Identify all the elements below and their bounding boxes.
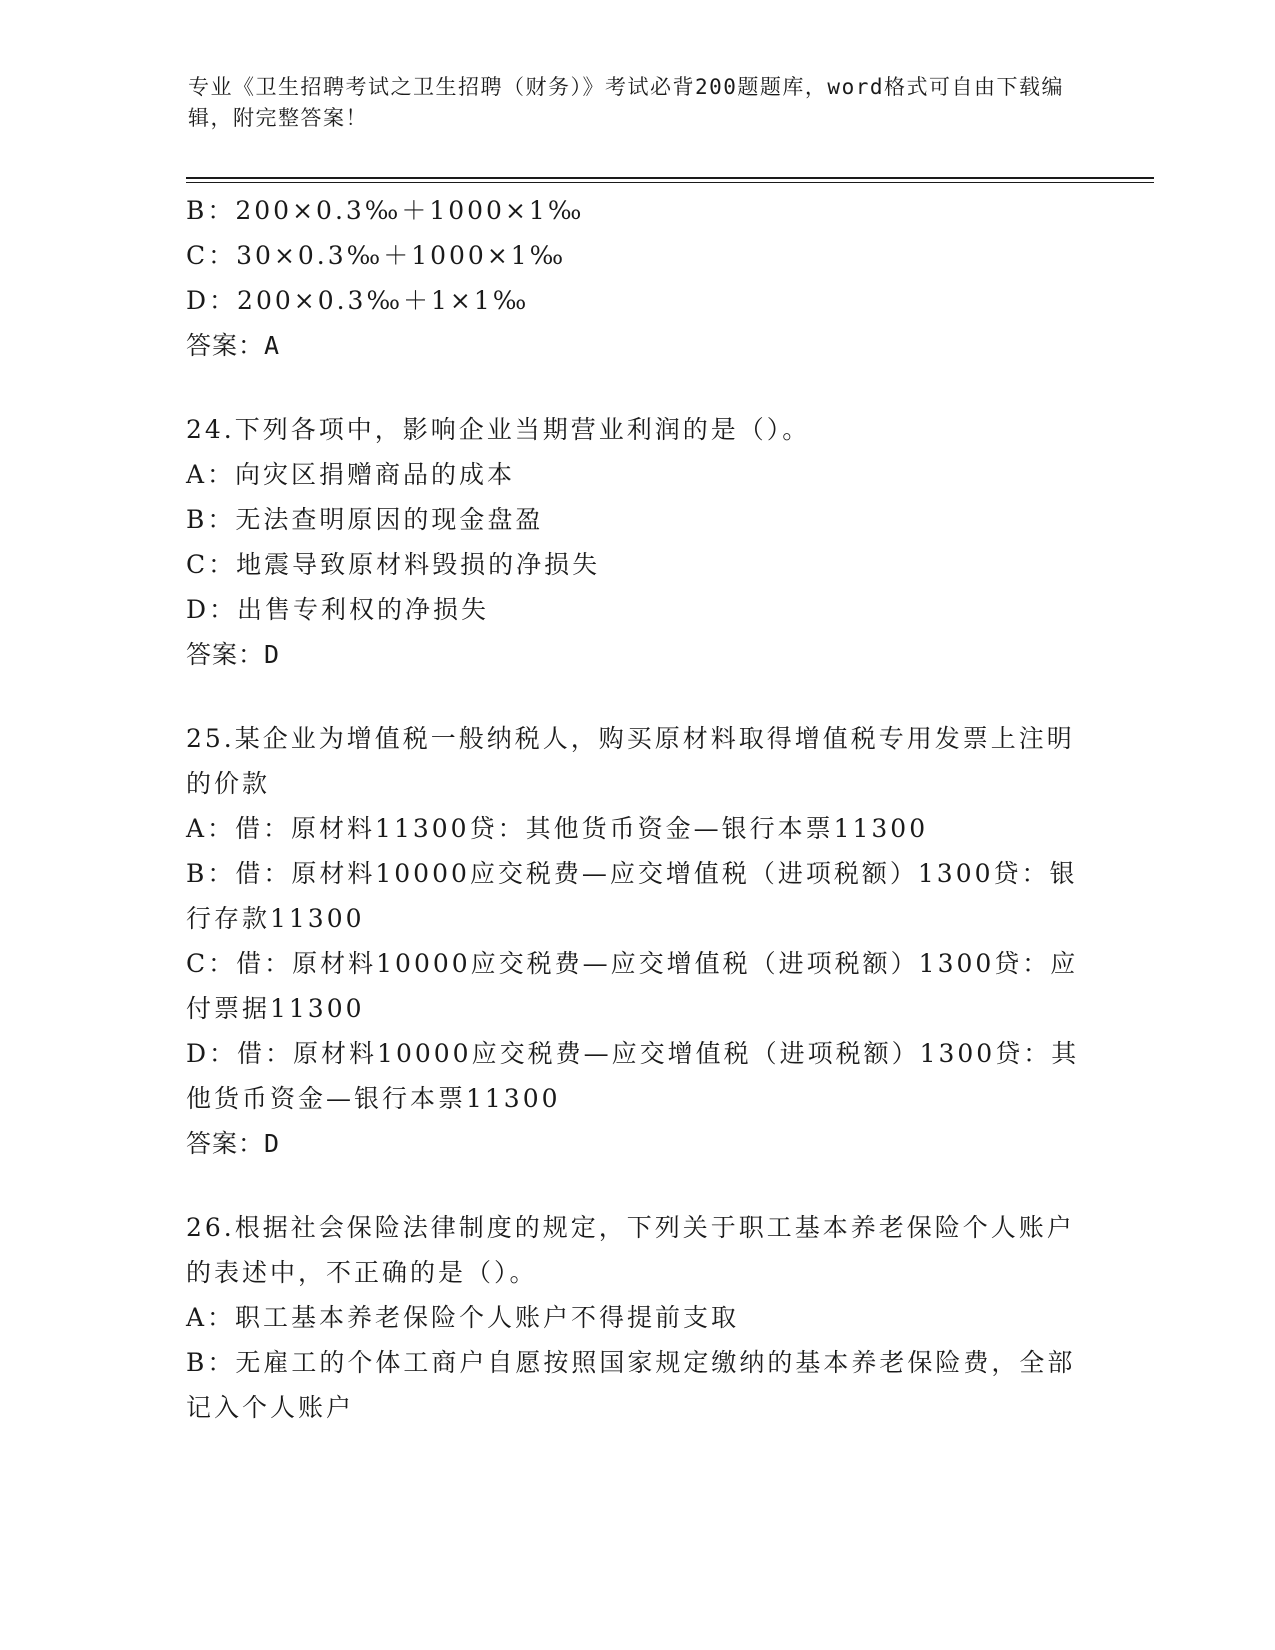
option-b: B：无雇工的个体工商户自愿按照国家规定缴纳的基本养老保险费，全部记入个人账户 xyxy=(186,1348,1076,1422)
option-b: B：无法查明原因的现金盘盈 xyxy=(186,505,544,534)
option-a: A：职工基本养老保险个人账户不得提前支取 xyxy=(186,1303,740,1332)
spacer xyxy=(186,1166,1086,1205)
header-divider-thin xyxy=(186,182,1154,183)
option-b: B：200×0.3‰＋1000×1‰ xyxy=(186,196,585,225)
option-a: A：向灾区捐赠商品的成本 xyxy=(186,460,516,489)
option-d: D：出售专利权的净损失 xyxy=(186,595,490,624)
option-d: D：借：原材料10000应交税费—应交增值税（进项税额）1300贷：其他货币资金—银行本票11300 xyxy=(186,1039,1080,1113)
document-header xyxy=(188,72,1068,134)
prev-question-block xyxy=(186,188,1086,368)
question-stem: 26.根据社会保险法律制度的规定，下列关于职工基本养老保险个人账户的表述中，不正确的是（）。 xyxy=(186,1213,1075,1287)
answer-label: 答案：D xyxy=(186,640,281,669)
option-c: C：30×0.3‰＋1000×1‰ xyxy=(186,241,567,270)
option-b: B：借：原材料10000应交税费—应交增值税（进项税额）1300贷：银行存款11300 xyxy=(186,859,1078,933)
question-25-block xyxy=(186,716,1086,1166)
question-stem: 24.下列各项中，影响企业当期营业利润的是（）。 xyxy=(186,415,811,444)
question-stem: 25.某企业为增值税一般纳税人，购买原材料取得增值税专用发票上注明的价款 xyxy=(186,724,1075,798)
question-list xyxy=(186,188,1086,1430)
header-text: 专业《卫生招聘考试之卫生招聘（财务）》考试必背200题题库，word格式可自由下载编辑，附完整答案！ xyxy=(188,75,1064,130)
spacer xyxy=(186,677,1086,716)
answer-label: 答案：D xyxy=(186,1129,281,1158)
question-26-block xyxy=(186,1205,1086,1430)
option-c: C：借：原材料10000应交税费—应交增值税（进项税额）1300贷：应付票据11300 xyxy=(186,949,1079,1023)
option-a: A：借：原材料11300贷：其他货币资金—银行本票11300 xyxy=(186,814,929,843)
option-d: D：200×0.3‰＋1×1‰ xyxy=(186,286,530,315)
answer-label: 答案：A xyxy=(186,331,281,360)
header-divider-thick xyxy=(186,177,1154,179)
option-c: C：地震导致原材料毁损的净损失 xyxy=(186,550,601,579)
question-24-block xyxy=(186,407,1086,677)
spacer xyxy=(186,368,1086,407)
